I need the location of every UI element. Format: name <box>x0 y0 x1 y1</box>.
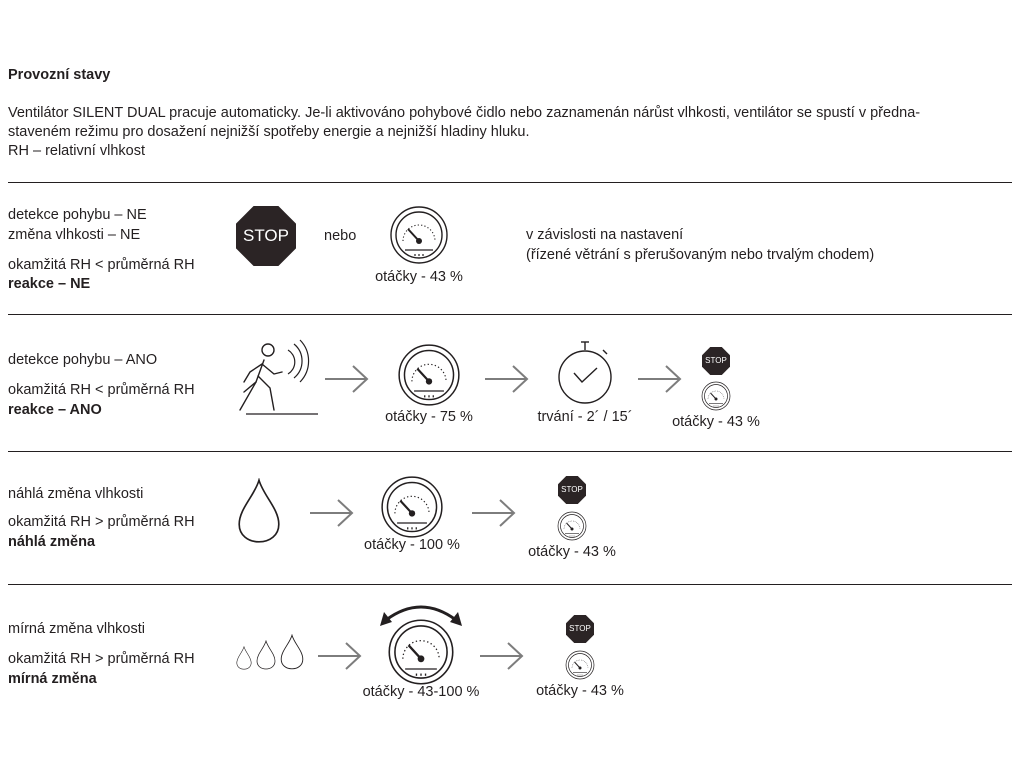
arrow-right-icon <box>325 364 369 394</box>
speed-gauge-icon <box>565 650 595 680</box>
stop-sign-label: STOP <box>569 624 591 633</box>
water-drop-icon <box>236 646 252 670</box>
row2-reaction: reakce – ANO <box>8 402 102 418</box>
row3-end-speed-label: otáčky - 43 % <box>528 544 616 560</box>
row1-condition-1: detekce pohybu – NE <box>8 207 147 223</box>
row2-condition-2: okamžitá RH < průměrná RH <box>8 382 195 398</box>
row4-reaction: mírná změna <box>8 671 97 687</box>
speed-gauge-icon <box>397 343 461 407</box>
speed-gauge-icon <box>557 511 587 541</box>
arrow-right-icon <box>318 641 362 671</box>
stop-sign-label: STOP <box>561 485 583 494</box>
row3-speed-label: otáčky - 100 % <box>364 537 460 553</box>
water-drop-icon <box>256 640 276 670</box>
intro-line-1: Ventilátor SILENT DUAL pracuje automaticky. Je-li aktivováno pohybové čidlo nebo zaznamenán nárůst vlhkosti, ventilátor se spustí v předna- <box>8 105 921 121</box>
divider <box>8 314 1012 315</box>
row3-reaction: náhlá změna <box>8 534 96 550</box>
row1-speed-label: otáčky - 43 % <box>375 269 463 285</box>
speed-gauge-icon <box>389 205 449 265</box>
row2-condition-1: detekce pohybu – ANO <box>8 352 158 368</box>
divider <box>8 451 1012 452</box>
stopwatch-icon <box>555 340 615 406</box>
row2-end-speed-label: otáčky - 43 % <box>672 414 760 430</box>
water-drop-icon <box>236 478 282 544</box>
row3-condition-1: náhlá změna vlhkosti <box>8 486 144 502</box>
row2-speed-label: otáčky - 75 % <box>385 409 473 425</box>
stop-sign-label: STOP <box>705 356 727 365</box>
row4-end-speed-label: otáčky - 43 % <box>536 683 624 699</box>
row4-condition-1: mírná změna vlhkosti <box>8 621 145 637</box>
setting-label: v závislosti na nastavení <box>526 227 684 243</box>
row4-speed-label: otáčky - 43-100 % <box>362 684 480 700</box>
divider <box>8 584 1012 585</box>
arrow-right-icon <box>480 641 524 671</box>
or-label: nebo <box>324 228 357 244</box>
row3-condition-2: okamžitá RH > průměrná RH <box>8 514 195 530</box>
intro-line-2: staveném režimu pro dosažení nejnižší spotřeby energie a nejnižší hladiny hluku. <box>8 124 530 140</box>
divider <box>8 182 1012 183</box>
intro-line-3: RH – relativní vlhkost <box>8 143 145 159</box>
row1-condition-2: změna vlhkosti – NE <box>8 227 141 243</box>
row1-condition-3: okamžitá RH < průměrná RH <box>8 257 195 273</box>
row1-reaction: reakce – NE <box>8 276 91 292</box>
page-title: Provozní stavy <box>8 67 111 83</box>
duration-label: trvání - 2´ / 15´ <box>537 409 633 425</box>
setting-note: (řízené větrání s přerušovaným nebo trvalým chodem) <box>526 247 875 263</box>
walking-person-icon <box>236 340 320 420</box>
arrow-right-icon <box>638 364 682 394</box>
arrow-right-icon <box>472 498 516 528</box>
speed-gauge-icon <box>380 475 444 539</box>
intro-text <box>8 104 1020 161</box>
row4-condition-2: okamžitá RH > průměrná RH <box>8 651 195 667</box>
water-drop-icon <box>280 634 304 670</box>
arrow-right-icon <box>485 364 529 394</box>
speed-gauge-icon <box>387 618 455 686</box>
stop-sign-label: STOP <box>243 226 289 245</box>
arrow-right-icon <box>310 498 354 528</box>
speed-gauge-icon <box>701 381 731 411</box>
